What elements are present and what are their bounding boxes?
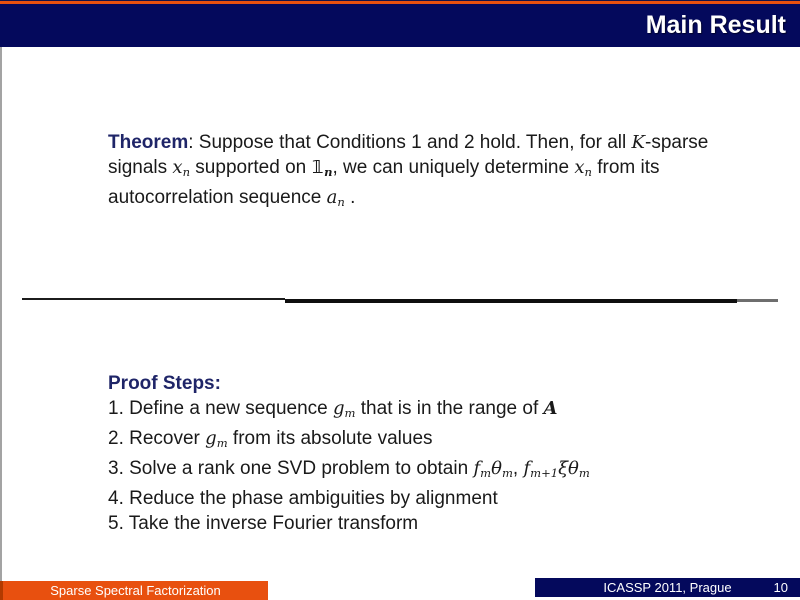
page-number: 10	[773, 580, 788, 595]
slide-title: Main Result	[645, 11, 786, 39]
left-edge-line	[0, 47, 2, 581]
footer-conference: ICASSP 2011, Prague	[603, 580, 732, 595]
divider-line	[22, 296, 778, 304]
footer-right-bar	[535, 578, 800, 597]
theorem-line: signals $x_n$ supported on $𝟙_n$, we can uniquely determine $x_n$ from its	[108, 157, 660, 179]
proof-step: 5. Take the inverse Fourier transform	[108, 512, 419, 534]
header-bar	[0, 0, 800, 47]
theorem-line: Theorem: Suppose that Conditions 1 and 2 hold. Then, for all K-sparse	[108, 132, 709, 153]
theorem-block	[108, 130, 708, 215]
divider-segment-left	[22, 298, 285, 300]
proof-step: 2. Recover $g_m$ from its absolute values	[108, 427, 433, 450]
footer-left-bar	[0, 581, 268, 600]
proof-heading: Proof Steps:	[108, 373, 221, 394]
proof-step: 1. Define a new sequence $g_m$ that is in the range of A	[108, 398, 558, 420]
proof-step: 3. Solve a rank one SVD problem to obtain $f_m\theta_m$, $f_{m+1}\xi\theta_m$	[108, 457, 590, 480]
divider-segment-middle	[285, 299, 737, 303]
proof-step: 4. Reduce the phase ambiguities by alignment	[108, 487, 498, 509]
theorem-line: autocorrelation sequence $a_n$ .	[108, 186, 356, 209]
proof-block	[108, 371, 590, 536]
footer-title: Sparse Spectral Factorization	[50, 583, 221, 598]
divider-segment-right	[737, 299, 778, 302]
